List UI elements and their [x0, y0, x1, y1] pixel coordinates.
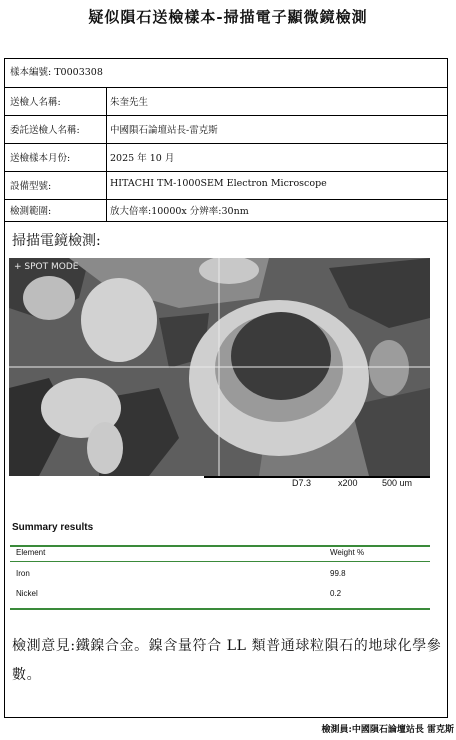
row-range — [4, 200, 448, 222]
row-submitter — [4, 88, 448, 116]
row-sample-id — [4, 58, 448, 88]
submitter-label: 送檢人名稱: — [10, 97, 61, 108]
range-label: 檢測範圍: — [10, 206, 52, 217]
row-month — [4, 144, 448, 172]
col-element-header: Element — [16, 548, 46, 557]
submitter-value: 朱奎先生 — [110, 97, 149, 108]
table-bottom-rule — [10, 608, 430, 610]
cell-divider — [106, 172, 107, 199]
month-label: 送檢樣本月份: — [10, 153, 71, 164]
scale-length: 500 um — [382, 478, 413, 488]
document-title: 疑似隕石送檢樣本-掃描電子顯微鏡檢測 — [88, 8, 368, 26]
client-value: 中國隕石論壇站長-雷克斯 — [110, 125, 218, 136]
range-value: 放大倍率:10000x 分辨率:30nm — [110, 206, 249, 217]
client-label: 委託送檢人名稱: — [10, 125, 80, 136]
cell-divider — [106, 116, 107, 143]
equipment-label: 設備型號: — [10, 181, 52, 192]
sem-scale-bar — [204, 476, 430, 488]
sem-micrograph — [9, 258, 430, 476]
month-value: 2025 年 10 月 — [110, 153, 175, 164]
scale-distance: D7.3 — [292, 478, 312, 488]
cell-divider — [106, 88, 107, 115]
inspection-opinion: 檢測意見:鐵鎳合金。鎳含量符合 LL 類普通球粒隕石的地球化學參數。 — [12, 638, 442, 683]
row-client — [4, 116, 448, 144]
table-header-rule — [10, 561, 430, 562]
element-iron: Iron — [16, 569, 30, 578]
sample-id-label: 樣本編號: T0003308 — [10, 67, 103, 78]
inspector-signature: 檢測員:中國隕石論壇站長 雷克斯 — [321, 725, 454, 735]
weight-iron: 99.8 — [330, 569, 346, 578]
cell-divider — [106, 200, 107, 221]
row-equipment — [4, 172, 448, 200]
cell-divider — [106, 144, 107, 171]
spot-mode-label: + SPOT MODE — [14, 262, 79, 272]
equipment-value: HITACHI TM-1000SEM Electron Microscope — [110, 178, 327, 189]
element-nickel: Nickel — [16, 589, 38, 598]
sem-heading: 掃描電鏡檢測: — [12, 233, 101, 249]
scale-magnification: x200 — [338, 478, 358, 488]
col-weight-header: Weight % — [330, 548, 365, 557]
table-top-rule — [10, 545, 430, 547]
summary-heading: Summary results — [12, 522, 94, 533]
weight-nickel: 0.2 — [330, 589, 342, 598]
